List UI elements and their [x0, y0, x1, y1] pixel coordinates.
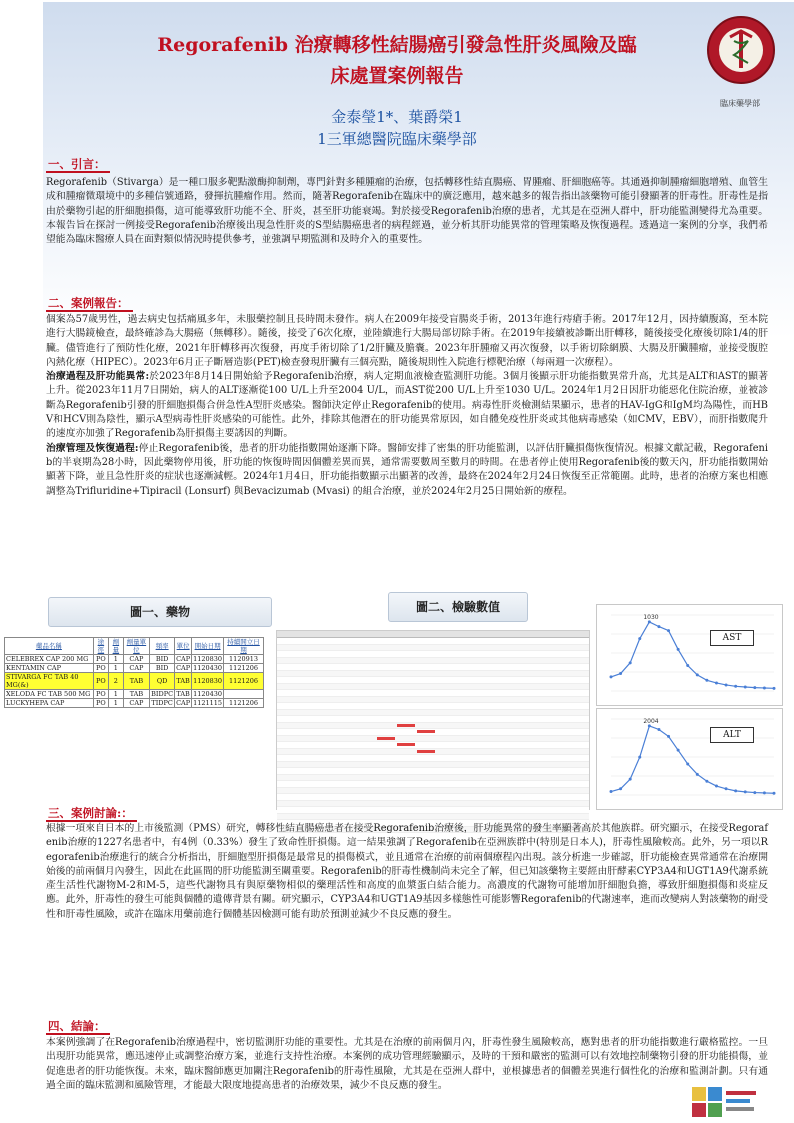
drug-cell: CELEBREX CAP 200 MG [5, 655, 94, 664]
drug-cell: CAP [123, 664, 149, 673]
drug-col-header: 途徑 [93, 638, 108, 655]
data-point [629, 778, 632, 781]
data-point [638, 637, 641, 640]
drug-col-header: 藥品名稱 [5, 638, 94, 655]
case-management [46, 442, 768, 499]
data-point [667, 735, 670, 738]
alt-legend: ALT [710, 727, 754, 743]
drug-col-header: 頻率 [150, 638, 175, 655]
data-point [753, 791, 756, 794]
table-row [5, 690, 264, 699]
section-heading-discussion: 三、案例討論:： [46, 806, 137, 822]
drug-col-header: 劑量單位 [123, 638, 149, 655]
drug-cell: 1 [109, 664, 124, 673]
data-point [610, 790, 613, 793]
drug-cell: 1121206 [224, 699, 264, 708]
data-point [725, 787, 728, 790]
drug-cell: LUCKYHEPA CAP [5, 699, 94, 708]
data-point [638, 756, 641, 759]
data-point [686, 664, 689, 667]
ast-chart [596, 604, 783, 706]
drug-cell: PO [93, 690, 108, 699]
case-history: 個案為57歲男性，過去病史包括痛風多年，未服藥控制且長時間未發作。病人在2009年接受盲腸炎手術，2013年進行痔瘡手術。2017年12月，因持續腹瀉，至本院進行大腸鏡檢查，最終確診為大腸癌（無轉移）。隨後，接受了6次化療，並陸續進行大腸局部切除手術。在2019年接續被診斷出肝轉移，隨後接受化療後切除1/4的肝臟。儘管進行了預防性化療，2021年肝轉移再次復發，再度手術切除了1/2肝臟及膽囊。2023年肝腫瘤又再次復發，以手術切除網膜、大腸及肝臟腫瘤，並接受腹腔內熱化療（HIPEC）。2023年6月正子斷層造影(PET)檢查發現肝臟有三個亮點，隨後規則性入院進行標靶治療（每兩週一次療程）。 [46, 314, 768, 368]
drug-col-header: 開始日期 [192, 638, 224, 655]
drug-cell: PO [93, 699, 108, 708]
abnormal-value-marker [397, 743, 415, 746]
data-point [657, 728, 660, 731]
affiliation: 1三軍總醫院臨床藥學部 [317, 130, 477, 148]
authors: 金泰瑩1*、葉爵榮1 [331, 108, 463, 126]
data-point [677, 749, 680, 752]
discussion-paragraph: 根據一項來自日本的上市後監測（PMS）研究，轉移性結直腸癌患者在接受Regorafenib治療後，肝功能異常的發生率顯著高於其他族群。研究顯示，在接受Regorafenib治療的1227名患者中，有4例（0.33%）發生了致命性肝損傷。這一結果強調了Regorafenib在亞洲族群中(特別是日本人)，肝毒性風險較高。此外，另一項以Regorafenib治療進行的統合分析指出，肝細胞型肝損傷是最常見的損傷模式，並且通常在治療的前兩個療程內出現。該分析進一步確認，肝功能檢查異常通常在治療開始後的前兩個月內發生，因此在此區間的肝功能監測至關重要。Regorafenib的肝毒性機制尚未完全了解，但已知該藥物主要經由肝酵素CYP3A4和UGT1A9代謝系統產生活性代謝物M-2和M-5，這些代謝物具有與原藥物相似的藥理活性和高度的血漿蛋白結合能力。高濃度的代謝物可能增加肝細胞負擔，導致肝細胞損傷和炎症反應。此外，肝毒性的發生可能與個體的遺傳背景有關。研究顯示，CYP3A4和UGT1A9基因多樣態性可能影響Regorafenib的代謝速率，進而改變病人對該藥物的耐受性和肝毒性風險，或許在臨床用藥前進行個體基因檢測可能有助於預測並減少不良反應的發生。 [46, 823, 768, 920]
data-point [725, 683, 728, 686]
drug-cell: TIDPC [151, 699, 173, 707]
data-point [773, 792, 776, 795]
poster-title [0, 30, 794, 92]
drug-table [4, 637, 264, 708]
drug-cell: XELODA FC TAB 500 MG [5, 690, 94, 699]
abnormal-value-marker [397, 724, 415, 727]
abnormal-value-marker [377, 737, 395, 740]
poster-background [43, 2, 794, 1123]
drug-cell: 1120830 [192, 673, 224, 690]
lab-table-header-strip [277, 631, 589, 638]
data-point [705, 780, 708, 783]
peak-data-label: 1030 [643, 613, 659, 621]
footer-logo [690, 1085, 760, 1119]
drug-cell: BID [150, 655, 175, 664]
title-line-2: 床處置案例報告 [330, 65, 464, 87]
section-heading-conclusion: 四、結論： [46, 1019, 110, 1035]
data-point [734, 685, 737, 688]
drug-cell: TAB [123, 690, 149, 699]
case-course-heading: 治療過程及肝功能異常: [46, 371, 150, 383]
case-management-heading: 治療管理及恢復過程: [46, 442, 139, 454]
title-line-1: Regorafenib 治療轉移性結腸癌引發急性肝炎風險及臨 [157, 34, 637, 56]
data-point [619, 672, 622, 675]
drug-cell: 1 [109, 655, 124, 664]
data-point [667, 629, 670, 632]
drug-cell: CAP [123, 699, 149, 708]
ast-chart-svg [597, 605, 782, 705]
drug-col-header: 持續開立日期 [224, 638, 264, 655]
data-point [677, 648, 680, 651]
table-row [5, 699, 264, 708]
alt-chart [596, 708, 783, 810]
drug-cell: 1121115 [193, 699, 223, 707]
drug-cell: PO [93, 655, 108, 664]
data-point [763, 686, 766, 689]
lab-table-rows [277, 638, 589, 833]
section-heading-case: 二、案例報告： [46, 296, 133, 312]
alt-chart-svg [597, 709, 782, 809]
drug-table-header [5, 638, 264, 655]
data-point [705, 679, 708, 682]
data-point [696, 773, 699, 776]
figure-1-label: 圖一、藥物 [48, 597, 272, 627]
ast-legend: AST [710, 630, 754, 646]
drug-cell: KENTAMIN CAP [5, 664, 94, 673]
drug-cell: QD [150, 673, 175, 690]
data-point [696, 673, 699, 676]
table-row [5, 655, 264, 664]
data-point [715, 681, 718, 684]
department-label: 臨床藥學部 [720, 99, 760, 108]
table-row-highlighted [5, 673, 264, 690]
drug-cell [224, 690, 264, 699]
case-paragraph [46, 313, 768, 499]
case-management-text: 停止Regorafenib後，患者的肝功能指數開始逐漸下降。醫師安排了密集的肝功能監測，以評估肝臟損傷恢復情況。根據文獻記載，Regorafenib的半衰期為28小時，因此藥物停用後，肝功能的恢復時間因個體差異而異，通常需要數周至數月的時間。在患者停止使用Regorafenib後的數天內，肝功能指數開始顯著下降，並且急性肝炎的症狀也逐漸減輕。2024年1月4日，肝功能指數顯示出顯著的改善，最終在2024年2月24日恢復至正常範圍。此時，患者的治療方案也相應調整為Trifluridine+Tipiracil (Lonsurf) 與Bevacizumab (Mvasi) 的組合治療，並於2024年2月25日開始新的療程。 [46, 442, 768, 497]
drug-cell: 1120913 [224, 655, 264, 664]
drug-cell: BID [150, 664, 175, 673]
table-row [5, 664, 264, 673]
drug-cell: 1 [109, 699, 124, 708]
drug-cell: CAP [176, 655, 191, 663]
drug-cell: 1120830 [193, 655, 223, 663]
abnormal-value-marker [417, 730, 435, 733]
data-point [619, 787, 622, 790]
data-point [744, 790, 747, 793]
abnormal-value-marker [417, 750, 435, 753]
drug-col-header: 單位 [175, 638, 192, 655]
drug-cell: TAB [123, 673, 149, 690]
drug-cell: TAB [175, 673, 192, 690]
drug-cell: 1121206 [224, 673, 264, 690]
conclusion-paragraph: 本案例強調了在Regorafenib治療過程中，密切監測肝功能的重要性。尤其是在治療的前兩個月內，肝毒性發生風險較高，應對患者的肝功能指數進行嚴格監控。一旦出現肝功能異常，應迅速停止或調整治療方案，並進行支持性治療。本案例的成功管理經驗顯示，及時的干預和嚴密的監測可以有效地控制藥物引發的肝功能損傷，並促進患者的肝功能恢復。未來，臨床醫師應更加關注Regorafenib的肝毒性風險，尤其是在亞洲人群中，並根據患者的個體差異進行個性化的治療和監測計劃。只有通過全面的臨床監測和風險管理，才能最大限度地提高患者的治療效果，減少不良反應的發生。 [46, 1037, 768, 1091]
drug-cell: PO [93, 673, 108, 690]
data-point [715, 785, 718, 788]
data-point [629, 661, 632, 664]
section-heading-intro: 一、引言： [46, 157, 110, 173]
intro-paragraph: Regorafenib（Stivarga）是一種口服多靶點激酶抑制劑，專門針對多種腫瘤的治療，包括轉移性結直腸癌、胃腫瘤、肝細胞癌等。其通過抑制腫瘤細胞增殖、血管生成和腫瘤微環境中的多種信號通路，發揮抗腫瘤作用。然而，隨著Regorafenib在臨床中的廣泛應用，越來越多的報告指出該藥物可能引發顯著的肝毒性。肝毒性是指由於藥物引起的肝細胞損傷，這可能導致肝功能不全、肝炎，甚至肝功能衰竭。對於接受Regorafenib治療的患者，尤其是在亞洲人群中，肝功能監測變得尤為重要。本報告旨在探討一例接受Regorafenib治療後出現急性肝炎的S型結腸癌患者的病程經過，並分析其肝功能異常的管理策略及恢復過程。透過這一案例的分享，我們希望能為臨床醫療人員在面對類似情況時提供參考，並強調早期監測和及時介入的重要性。 [46, 177, 768, 246]
data-point [753, 686, 756, 689]
drug-cell: BIDPC [151, 690, 174, 698]
data-point [686, 762, 689, 765]
drug-cell: CAP [176, 664, 191, 672]
peak-data-label: 2004 [643, 717, 659, 725]
case-course-text: 於2023年8月14日開始給予Regorafenib治療，病人定期血液檢查監測肝功能。3個月後顯示肝功能指數異常升高，尤其是ALT和AST的顯著上升。從2023年11月7日開始，病人的ALT逐漸從100 U/L上升至2004 U/L，而AST從200 U/L上升至1030 U/L。2024年1月2日因肝功能惡化住院治療，並被診斷為Regorafenib引發的肝細胞損傷合併急性A型肝炎感染。醫師決定停止Regorafenib的使用。病毒性肝炎檢測結果顯示，患者的HAV-IgG和IgM均為陽性，而HBV和HCV則為陰性，顯示A型病毒性肝炎感染的可能性。此外，排除其他潛在的肝功能異常原因，如自體免疫性肝炎或其他病毒感染（如CMV，EBV），而肝指數爬升的速度亦加強了Regorafenib為肝損傷主要誘因的判斷。 [46, 371, 768, 440]
author-block [0, 106, 794, 150]
drug-cell: PO [93, 664, 108, 673]
data-point [773, 687, 776, 690]
drug-cell: TAB [176, 690, 190, 698]
data-point [763, 791, 766, 794]
figure-2-label: 圖二、檢驗數值 [388, 592, 528, 622]
drug-cell: CAP [123, 655, 149, 664]
drug-cell: CAP [176, 699, 191, 707]
data-point [610, 675, 613, 678]
drug-cell: STIVARGA FC TAB 40 MG(&) [5, 673, 94, 690]
data-point [657, 625, 660, 628]
data-point [744, 685, 747, 688]
data-point [734, 789, 737, 792]
case-course [46, 370, 768, 441]
drug-cell: 1120430 [193, 690, 223, 698]
drug-cell: 1 [109, 690, 124, 699]
drug-cell: 1120430 [193, 664, 223, 672]
drug-cell: 1121206 [224, 664, 264, 673]
drug-col-header: 劑量 [109, 638, 124, 655]
drug-cell: 2 [109, 673, 124, 690]
lab-values-table-image [276, 630, 590, 810]
